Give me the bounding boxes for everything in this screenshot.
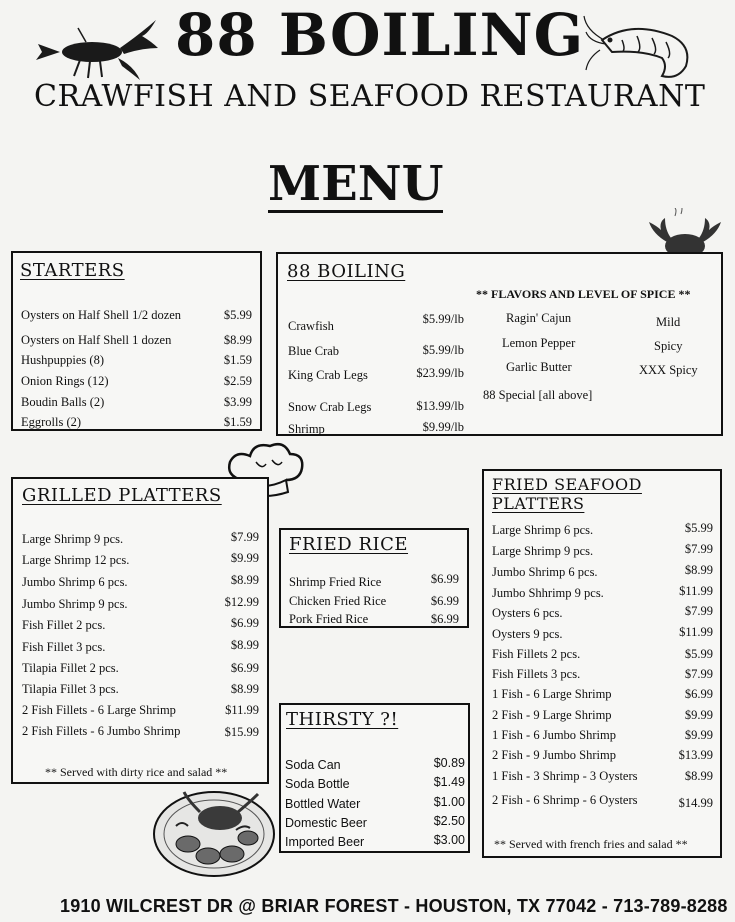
menu-item-price: $5.99 — [684, 521, 713, 535]
spice-level: XXX Spicy — [639, 363, 698, 377]
menu-item-name: 1 Fish - 3 Shrimp - 3 Oysters — [492, 769, 638, 783]
menu-item-name: 2 Fish Fillets - 6 Large Shrimp — [22, 703, 176, 717]
menu-item-price: $5.99 — [223, 308, 252, 322]
menu-item-price: $6.99 — [230, 661, 259, 675]
grilled-note: ** Served with dirty rice and salad ** — [45, 765, 228, 779]
menu-item-name: Soda Can — [285, 758, 341, 772]
menu-item-name: Snow Crab Legs — [288, 400, 372, 414]
spice-level: Spicy — [654, 339, 683, 353]
menu-item-price: $6.99 — [430, 572, 459, 586]
menu-item-price: $14.99 — [678, 796, 713, 810]
menu-item-name: 1 Fish - 6 Large Shrimp — [492, 687, 612, 701]
menu-item-name: Oysters 6 pcs. — [492, 606, 563, 620]
menu-item-price: $7.99 — [230, 530, 259, 544]
boiling-section — [276, 252, 723, 436]
menu-item-price: $15.99 — [224, 725, 259, 739]
grilled-platters-section — [11, 477, 269, 784]
menu-item-name: Crawfish — [288, 319, 334, 333]
menu-item-name: 2 Fish - 9 Jumbo Shrimp — [492, 748, 616, 762]
starters-title: STARTERS — [20, 260, 125, 281]
menu-item-name: Oysters on Half Shell 1/2 dozen — [21, 308, 182, 322]
menu-item-price: $1.59 — [223, 415, 252, 429]
menu-item-price: $9.99 — [684, 728, 713, 742]
menu-item-name: Jumbo Shrimp 6 pcs. — [492, 565, 598, 579]
menu-item-name: Onion Rings (12) — [21, 374, 109, 388]
menu-item-price: $8.99 — [684, 563, 713, 577]
menu-item-name: Fish Fillets 2 pcs. — [492, 647, 581, 661]
menu-item-name: Large Shrimp 12 pcs. — [22, 553, 130, 567]
menu-item-price: $9.99/lb — [422, 420, 464, 434]
menu-item-name: Eggrolls (2) — [21, 415, 82, 429]
menu-item-price: $3.00 — [433, 833, 465, 847]
menu-item-name: 2 Fish - 9 Large Shrimp — [492, 708, 612, 722]
menu-item-name: Tilapia Fillet 3 pcs. — [22, 682, 119, 696]
menu-item-price: $11.99 — [225, 703, 259, 717]
menu-item-price: $11.99 — [679, 625, 713, 639]
menu-item-name: Jumbo Shhrimp 9 pcs. — [492, 586, 604, 600]
menu-item-price: $5.99 — [684, 647, 713, 661]
menu-item-price: $13.99/lb — [416, 399, 464, 413]
menu-item-price: $8.99 — [230, 573, 259, 587]
menu-item-price: $1.59 — [223, 353, 252, 367]
restaurant-name: 88 BOILING — [175, 1, 585, 69]
menu-item-price: $9.99 — [230, 551, 259, 565]
menu-item-price: $5.99/lb — [422, 343, 464, 357]
menu-item-price: $7.99 — [684, 667, 713, 681]
menu-item-name: Blue Crab — [288, 344, 340, 358]
fried-seafood-note: ** Served with french fries and salad ** — [494, 837, 688, 851]
menu-item-name: Tilapia Fillet 2 pcs. — [22, 661, 119, 675]
seafood-platter-icon — [148, 782, 280, 882]
menu-item-price: $13.99 — [678, 748, 713, 762]
menu-item-price: $9.99 — [684, 708, 713, 722]
menu-item-name: Imported Beer — [285, 835, 365, 849]
menu-item-price: $3.99 — [223, 395, 252, 409]
menu-item-price: $5.99/lb — [422, 312, 464, 326]
menu-heading: MENU — [268, 156, 444, 212]
boiling-title: 88 BOILING — [287, 261, 406, 282]
menu-item-price: $6.99 — [430, 594, 459, 608]
menu-item-name: Boudin Balls (2) — [21, 395, 105, 409]
menu-item-price: $6.99 — [430, 612, 459, 626]
thirsty-title: THIRSTY ?! — [286, 709, 399, 730]
menu-item-price: $8.99 — [684, 769, 713, 783]
menu-item-name: Hushpuppies (8) — [21, 353, 104, 367]
grilled-platters-title: GRILLED PLATTERS — [22, 485, 222, 506]
menu-item-price: $2.50 — [433, 814, 465, 828]
menu-item-name: 2 Fish Fillets - 6 Jumbo Shrimp — [22, 724, 181, 738]
menu-item-price: $6.99 — [230, 616, 259, 630]
menu-item-price: $7.99 — [684, 604, 713, 618]
menu-item-name: Soda Bottle — [285, 777, 350, 791]
footer-address: 1910 WILCREST DR @ BRIAR FOREST - HOUSTON, TX 77042 - 713-789-8288 — [60, 896, 728, 916]
fried-seafood-section — [482, 469, 722, 858]
spice-level: Mild — [656, 315, 681, 329]
menu-item-price: $6.99 — [684, 687, 713, 701]
menu-item-name: Fish Fillets 3 pcs. — [492, 667, 581, 681]
menu-item-name: Large Shrimp 9 pcs. — [492, 544, 594, 558]
flavors-heading: ** FLAVORS AND LEVEL OF SPICE ** — [476, 287, 691, 301]
menu-item-name: Chicken Fried Rice — [289, 594, 387, 608]
menu-item-name: 2 Fish - 6 Shrimp - 6 Oysters — [492, 793, 638, 807]
menu-item-price: $1.00 — [433, 795, 465, 809]
menu-item-name: Shrimp — [288, 422, 325, 436]
thirsty-section — [279, 703, 470, 853]
crawfish-icon — [30, 14, 160, 84]
flavor-item: Ragin' Cajun — [506, 311, 572, 325]
menu-item-price: $7.99 — [684, 542, 713, 556]
flavor-item: Lemon Pepper — [502, 336, 576, 350]
starters-section — [11, 251, 262, 431]
menu-item-price: $11.99 — [679, 584, 713, 598]
menu-item-name: Fish Fillet 2 pcs. — [22, 618, 106, 632]
menu-item-price: $12.99 — [224, 595, 259, 609]
shrimp-icon — [582, 10, 702, 86]
menu-item-price: $1.49 — [433, 775, 465, 789]
menu-item-price: $0.89 — [433, 756, 465, 770]
menu-item-price: $8.99 — [230, 638, 259, 652]
menu-item-price: $8.99 — [230, 682, 259, 696]
menu-item-price: $2.59 — [223, 374, 252, 388]
menu-item-name: Domestic Beer — [285, 816, 367, 830]
menu-item-name: 1 Fish - 6 Jumbo Shrimp — [492, 728, 616, 742]
menu-item-name: Bottled Water — [285, 797, 361, 811]
restaurant-subtitle: CRAWFISH AND SEAFOOD RESTAURANT — [34, 79, 706, 114]
menu-item-name: Large Shrimp 9 pcs. — [22, 532, 124, 546]
menu-item-name: Jumbo Shrimp 6 pcs. — [22, 575, 128, 589]
fried-rice-section — [279, 528, 469, 628]
flavor-item: Garlic Butter — [506, 360, 572, 374]
menu-item-price: $8.99 — [223, 333, 252, 347]
fried-rice-title: FRIED RICE — [289, 534, 409, 555]
menu-item-name: Jumbo Shrimp 9 pcs. — [22, 597, 128, 611]
fried-seafood-title: FRIED SEAFOOD PLATTERS — [492, 475, 642, 513]
menu-item-name: Pork Fried Rice — [289, 612, 369, 626]
menu-item-name: Shrimp Fried Rice — [289, 575, 382, 589]
menu-item-name: Oysters 9 pcs. — [492, 627, 563, 641]
special-item: 88 Special [all above] — [483, 388, 593, 402]
menu-item-name: Large Shrimp 6 pcs. — [492, 523, 594, 537]
menu-item-name: Oysters on Half Shell 1 dozen — [21, 333, 172, 347]
menu-item-name: Fish Fillet 3 pcs. — [22, 640, 106, 654]
menu-item-price: $23.99/lb — [416, 366, 464, 380]
menu-item-name: King Crab Legs — [288, 368, 368, 382]
